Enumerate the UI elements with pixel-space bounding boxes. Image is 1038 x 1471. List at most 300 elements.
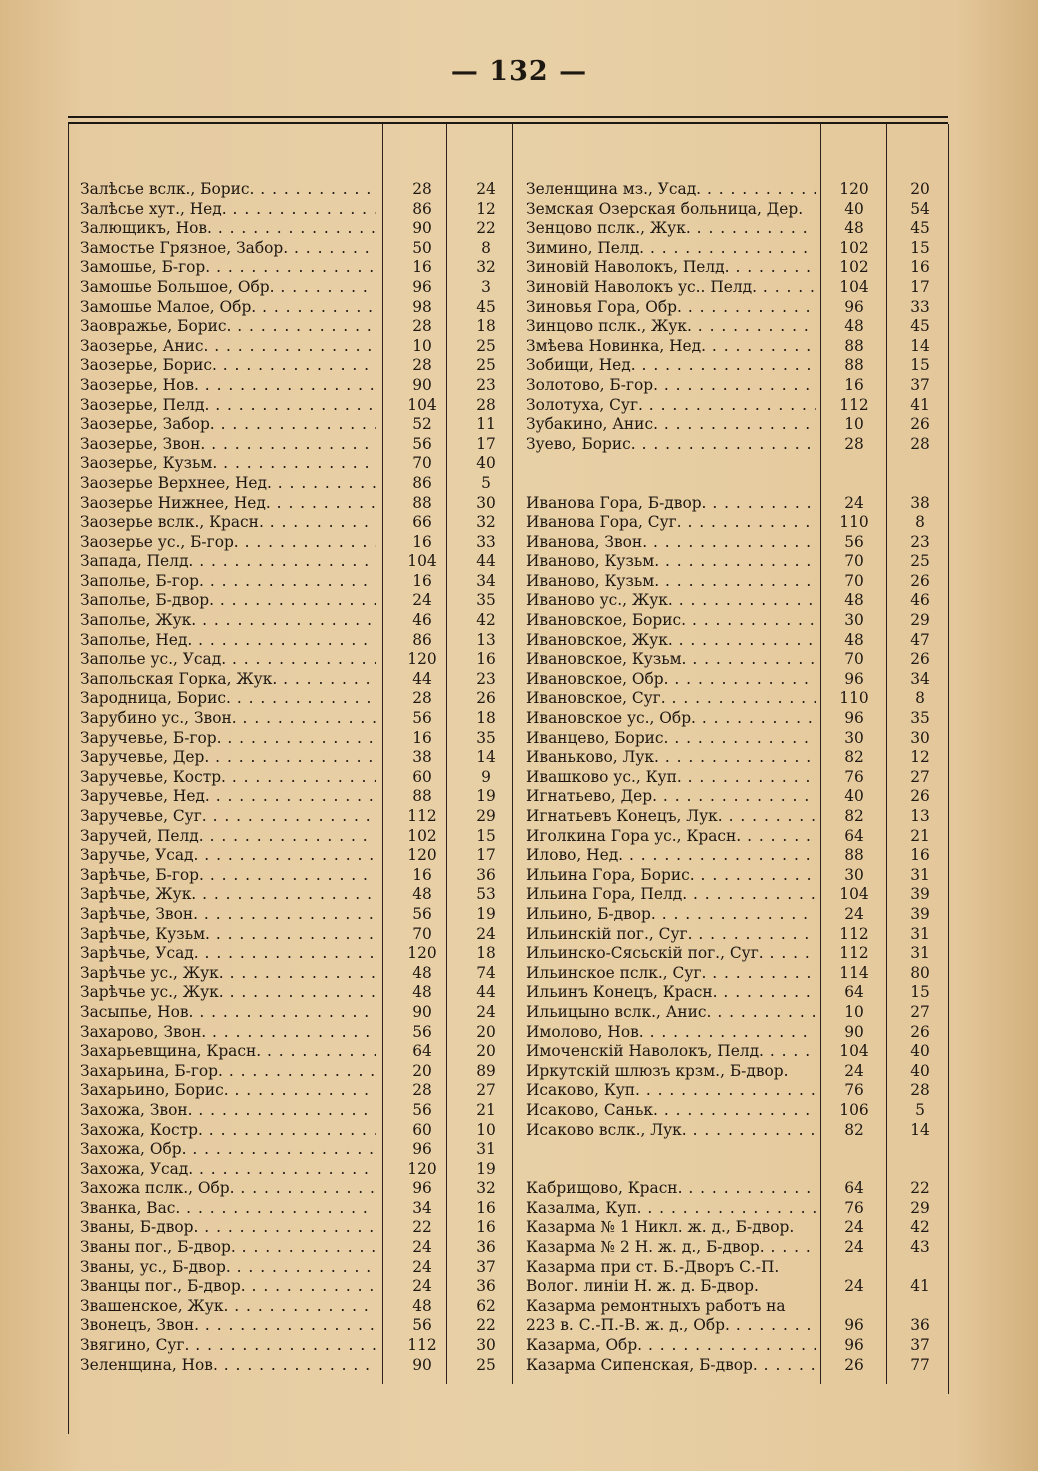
index-entry: [80, 552, 510, 572]
index-entry: [526, 1258, 946, 1278]
index-entry: [526, 317, 946, 337]
place-name: Засыпье, Нов. . . .: [80, 1003, 376, 1023]
index-entry: [80, 591, 510, 611]
entry-number: 80: [910, 963, 930, 982]
place-name: Зарѣчье ус., Жук. . . .: [80, 983, 376, 1003]
index-entry: [526, 689, 946, 709]
place-name: Захожа, Костр. . . .: [80, 1121, 376, 1141]
map-sheet-number: 70: [844, 552, 864, 571]
place-name: Иванова, Звон. . . .: [526, 533, 816, 553]
place-name: Ивановское, Борис. . . .: [526, 611, 816, 631]
index-entry: [80, 494, 510, 514]
place-name: Ивашково ус., Куп. . . .: [526, 768, 816, 788]
place-name: Казалма, Куп. . . .: [526, 1199, 816, 1219]
map-sheet-number: 106: [839, 1100, 869, 1119]
map-sheet-number: 120: [407, 846, 437, 865]
map-sheet-number: 24: [844, 1238, 864, 1257]
map-sheet-number: 24: [844, 904, 864, 923]
index-entry: [526, 396, 946, 416]
map-sheet-number: 88: [844, 336, 864, 355]
index-entry: [526, 611, 946, 631]
place-name: Иванова Гора, Б-двор. . . .: [526, 494, 816, 514]
entry-number: 9: [481, 767, 491, 786]
map-sheet-number: 20: [412, 1061, 432, 1080]
map-sheet-number: 90: [412, 1002, 432, 1021]
map-sheet-number: 64: [844, 983, 864, 1002]
index-entry: [526, 670, 946, 690]
map-sheet-number: 82: [844, 748, 864, 767]
entry-number: 23: [476, 375, 496, 394]
index-entry: [526, 1356, 946, 1376]
place-name: Казарма № 1 Никл. ж. д., Б-двор.: [526, 1218, 795, 1237]
map-sheet-number: 96: [844, 669, 864, 688]
place-name: Зародница, Борис. . . .: [80, 689, 376, 709]
map-sheet-number: 120: [839, 180, 869, 198]
place-name: Заозерье, Анис. . . .: [80, 337, 376, 357]
map-sheet-number: 30: [844, 865, 864, 884]
place-name: Захарьино, Борис. . . .: [80, 1081, 376, 1101]
map-sheet-number: 96: [412, 1179, 432, 1198]
map-sheet-number: 86: [412, 473, 432, 492]
index-entry: [80, 1258, 510, 1278]
index-entry: [80, 533, 510, 553]
place-name: Замостье Грязное, Забор. . . .: [80, 239, 376, 259]
entry-number: 29: [910, 1198, 930, 1217]
entry-number: 3: [481, 277, 491, 296]
map-sheet-number: 104: [839, 277, 869, 296]
entry-number: 39: [910, 885, 930, 904]
map-sheet-number: 22: [412, 1218, 432, 1237]
index-entry: [526, 1023, 946, 1043]
place-name: Игнатьево, Дер. . . .: [526, 787, 816, 807]
map-sheet-number: 90: [844, 1022, 864, 1041]
entry-number: 35: [476, 591, 496, 610]
entry-number: 36: [476, 865, 496, 884]
entry-number: 19: [476, 787, 496, 806]
index-entry: [80, 670, 510, 690]
place-name: Ильино, Б-двор. . . .: [526, 905, 816, 925]
entry-number: 25: [476, 336, 496, 355]
map-sheet-number: 82: [844, 1120, 864, 1139]
entry-number: 16: [476, 1218, 496, 1237]
place-name: Кабрищово, Красн. . . .: [526, 1179, 816, 1199]
index-entry: [80, 1023, 510, 1043]
map-sheet-number: 56: [412, 434, 432, 453]
place-name: Зарубино ус., Звон. . . .: [80, 709, 376, 729]
index-entry: [80, 689, 510, 709]
map-sheet-number: 120: [407, 944, 437, 963]
entry-number: 34: [910, 669, 930, 688]
entry-number: 39: [910, 904, 930, 923]
map-sheet-number: 112: [839, 944, 869, 963]
entry-number: 12: [910, 748, 930, 767]
map-sheet-number: 56: [412, 904, 432, 923]
place-name: Зуево, Борис. . . .: [526, 435, 816, 455]
entry-number: 24: [476, 180, 496, 198]
place-name: Зимино, Пелд. . . .: [526, 239, 816, 259]
map-sheet-number: 50: [412, 238, 432, 257]
place-name: Заозерье, Нов. . . .: [80, 376, 376, 396]
map-sheet-number: 56: [412, 1022, 432, 1041]
place-name: Зиновій Наволокъ, Пелд. . . .: [526, 258, 816, 278]
map-sheet-number: 110: [839, 689, 869, 708]
place-name: Залѣсье вслк., Борис. . . .: [80, 180, 376, 200]
entry-number: 38: [910, 493, 930, 512]
entry-number: 10: [476, 1120, 496, 1139]
entry-number: 16: [910, 258, 930, 277]
map-sheet-number: 44: [412, 669, 432, 688]
place-name: Званцы пог., Б-двор. . . .: [80, 1277, 376, 1297]
index-entry: [80, 415, 510, 435]
entry-number: 24: [476, 1002, 496, 1021]
entry-number: 53: [476, 885, 496, 904]
index-entry: [526, 591, 946, 611]
map-sheet-number: 24: [412, 591, 432, 610]
place-name: Захарово, Звон. . . .: [80, 1023, 376, 1043]
entry-number: 19: [476, 1159, 496, 1178]
entry-number: 23: [910, 532, 930, 551]
place-name: Иваново, Кузьм. . . .: [526, 572, 816, 592]
place-name: Заовражье, Борис. . . .: [80, 317, 376, 337]
index-entry: [80, 866, 510, 886]
entry-number: 43: [910, 1238, 930, 1257]
entry-number: 15: [476, 826, 496, 845]
place-name: Иваново, Кузьм. . . .: [526, 552, 816, 572]
index-entry: [526, 1277, 946, 1297]
map-sheet-number: 120: [407, 650, 437, 669]
index-entry: [526, 239, 946, 259]
entry-number: 40: [910, 1042, 930, 1061]
index-entry: [526, 631, 946, 651]
index-entry: [526, 1336, 946, 1356]
index-entry: [526, 885, 946, 905]
place-name: Иваньково, Лук. . . .: [526, 748, 816, 768]
index-entry: [526, 1238, 946, 1258]
entry-number: 17: [476, 434, 496, 453]
place-name: Казарма № 2 Н. ж. д., Б-двор. . . .: [526, 1238, 816, 1258]
index-entry: [526, 356, 946, 376]
place-name: Заозерье ус., Б-гор. . . .: [80, 533, 376, 553]
map-sheet-number: 70: [412, 454, 432, 473]
place-name: Казарма при ст. Б.-Дворъ С.-П.: [526, 1257, 780, 1276]
map-sheet-number: 16: [412, 865, 432, 884]
index-entry: [526, 1062, 946, 1082]
index-entry: [80, 846, 510, 866]
place-name: Змѣева Новинка, Нед. . . .: [526, 337, 816, 357]
map-sheet-number: 96: [412, 1140, 432, 1159]
place-name: Захарьина, Б-гор. . . .: [80, 1062, 376, 1082]
place-name: Заозерье, Борис. . . .: [80, 356, 376, 376]
place-name: Заручье, Усад. . . .: [80, 846, 376, 866]
entry-number: 45: [910, 317, 930, 336]
entry-number: 21: [476, 1100, 496, 1119]
index-entry: [526, 180, 946, 200]
index-entry: [80, 239, 510, 259]
index-entry: [526, 337, 946, 357]
place-name: Заозерье, Забор. . . .: [80, 415, 376, 435]
entry-number: 20: [910, 180, 930, 198]
map-sheet-number: 88: [844, 356, 864, 375]
entry-number: 41: [910, 395, 930, 414]
index-entry: [80, 258, 510, 278]
place-name: Залѣсье хут., Нед. . . .: [80, 200, 376, 220]
place-name: Замошье Большое, Обр. . . .: [80, 278, 376, 298]
entry-number: 22: [476, 219, 496, 238]
place-name: Иркутскій шлюзъ крзм., Б-двор.: [526, 1061, 789, 1080]
index-entry: [526, 1081, 946, 1101]
map-sheet-number: 28: [412, 317, 432, 336]
index-entry: [80, 925, 510, 945]
index-entry: [80, 572, 510, 592]
index-entry: [80, 317, 510, 337]
index-entry: [80, 807, 510, 827]
map-sheet-number: 10: [844, 1002, 864, 1021]
index-entry: [526, 905, 946, 925]
map-sheet-number: 16: [844, 375, 864, 394]
place-name: Зиновья Гора, Обр. . . .: [526, 298, 816, 318]
entry-number: 26: [910, 415, 930, 434]
entry-number: 35: [476, 728, 496, 747]
entry-number: 27: [910, 767, 930, 786]
index-entry: [80, 1277, 510, 1297]
index-entry: [526, 415, 946, 435]
map-sheet-number: 70: [412, 924, 432, 943]
entry-number: 8: [915, 689, 925, 708]
place-name: Захожа, Обр. . . .: [80, 1140, 376, 1160]
index-entry: [80, 1003, 510, 1023]
place-name: Замошье Малое, Обр. . . .: [80, 298, 376, 318]
entry-number: 37: [910, 375, 930, 394]
place-name: Заручевье, Костр. . . .: [80, 768, 376, 788]
map-sheet-number: 64: [844, 1179, 864, 1198]
map-sheet-number: 112: [839, 924, 869, 943]
map-sheet-number: 48: [412, 963, 432, 982]
entry-number: 44: [476, 552, 496, 571]
entry-number: 16: [476, 1198, 496, 1217]
index-entry: [80, 964, 510, 984]
place-name: Ильина Гора, Пелд. . . .: [526, 885, 816, 905]
place-name: Заозерье вслк., Красн. . . .: [80, 513, 376, 533]
blank-row: [526, 474, 946, 494]
place-name: Игнатьевъ Конецъ, Лук. . . .: [526, 807, 816, 827]
index-entry: [80, 396, 510, 416]
index-entry: [80, 1160, 510, 1180]
index-entry: [80, 337, 510, 357]
index-entry: [80, 1199, 510, 1219]
entry-number: 13: [910, 807, 930, 825]
entry-number: 18: [476, 944, 496, 963]
index-entry: [526, 807, 946, 827]
index-entry: [80, 219, 510, 239]
index-entry: [526, 925, 946, 945]
place-name: Званка, Вас. . . .: [80, 1199, 376, 1219]
map-sheet-number: 48: [844, 591, 864, 610]
place-name: Золотово, Б-гор. . . .: [526, 376, 816, 396]
index-entry: [80, 1081, 510, 1101]
map-sheet-number: 30: [844, 611, 864, 630]
place-name: Заозерье, Кузьм. . . .: [80, 454, 376, 474]
map-sheet-number: 96: [412, 277, 432, 296]
place-name: Заполье, Б-гор. . . .: [80, 572, 376, 592]
index-entry: [526, 944, 946, 964]
place-name: Исаково, Саньк. . . .: [526, 1101, 816, 1121]
entry-number: 15: [910, 356, 930, 375]
entry-number: 33: [910, 297, 930, 316]
index-entry: [80, 1238, 510, 1258]
place-name: Зарѣчье, Жук. . . .: [80, 885, 376, 905]
map-sheet-number: 112: [407, 1336, 437, 1355]
map-sheet-number: 120: [407, 1159, 437, 1178]
map-sheet-number: 104: [839, 1042, 869, 1061]
entry-number: 89: [476, 1061, 496, 1080]
index-entry: [80, 1121, 510, 1141]
map-sheet-number: 102: [407, 826, 437, 845]
index-entry: [80, 885, 510, 905]
entry-number: 26: [910, 571, 930, 590]
place-name: Ивановское, Жук. . . .: [526, 631, 816, 651]
map-sheet-number: 48: [412, 1296, 432, 1315]
entry-number: 26: [476, 689, 496, 708]
index-entry: [80, 1356, 510, 1376]
place-name: Заручевье, Суг. . . .: [80, 807, 376, 827]
place-name: Имолово, Нов. . . .: [526, 1023, 816, 1043]
index-entry: [526, 787, 946, 807]
index-entry: [80, 631, 510, 651]
place-name: Захожа, Звон. . . .: [80, 1101, 376, 1121]
index-entry: [80, 298, 510, 318]
map-sheet-number: 70: [844, 571, 864, 590]
entry-number: 8: [915, 513, 925, 532]
index-entry: [80, 454, 510, 474]
entry-number: 45: [910, 219, 930, 238]
map-sheet-number: 90: [412, 219, 432, 238]
right-index-column: [526, 180, 946, 1375]
index-entry: [80, 1297, 510, 1317]
map-sheet-number: 112: [407, 807, 437, 825]
header-rule: [68, 116, 948, 118]
index-entry: [526, 650, 946, 670]
entry-number: 28: [910, 434, 930, 453]
place-name: Запада, Пелд. . . .: [80, 552, 376, 572]
place-name: Исаково вслк., Лук. . . .: [526, 1121, 816, 1141]
map-sheet-number: 16: [412, 571, 432, 590]
map-sheet-number: 56: [412, 709, 432, 728]
place-name: Захожа, Усад. . . .: [80, 1160, 376, 1180]
place-name: Залющикъ, Нов. . . .: [80, 219, 376, 239]
map-sheet-number: 86: [412, 199, 432, 218]
place-name: Зарѣчье, Кузьм. . . .: [80, 925, 376, 945]
entry-number: 14: [910, 1120, 930, 1139]
place-name: Ивановское, Обр. . . .: [526, 670, 816, 690]
index-entry: [526, 376, 946, 396]
place-name: Замошье, Б-гор. . . .: [80, 258, 376, 278]
map-sheet-number: 52: [412, 415, 432, 434]
entry-number: 15: [910, 238, 930, 257]
place-name: Зарѣчье ус., Жук. . . .: [80, 964, 376, 984]
place-name: Заполье, Жук. . . .: [80, 611, 376, 631]
entry-number: 28: [910, 1081, 930, 1100]
place-name: Ивановское ус., Обр. . . .: [526, 709, 816, 729]
place-name: Ильицыно вслк., Анис. . . .: [526, 1003, 816, 1023]
index-entry: [526, 1121, 946, 1141]
entry-number: 36: [476, 1277, 496, 1296]
map-sheet-number: 40: [844, 787, 864, 806]
place-name: Заручевье, Нед. . . .: [80, 787, 376, 807]
map-sheet-number: 110: [839, 513, 869, 532]
index-entry: [80, 611, 510, 631]
map-sheet-number: 28: [412, 356, 432, 375]
map-sheet-number: 96: [844, 709, 864, 728]
place-name: Ильинско-Сясьскій пог., Суг. . . .: [526, 944, 816, 964]
page-number: — 132 —: [450, 56, 588, 87]
entry-number: 29: [476, 807, 496, 825]
index-entry: [80, 1062, 510, 1082]
index-entry: [526, 1003, 946, 1023]
map-sheet-number: 102: [839, 258, 869, 277]
entry-number: 22: [910, 1179, 930, 1198]
place-name: Звягино, Суг. . . .: [80, 1336, 376, 1356]
index-entry: [526, 1218, 946, 1238]
entry-number: 32: [476, 513, 496, 532]
map-sheet-number: 104: [407, 395, 437, 414]
map-sheet-number: 76: [844, 1081, 864, 1100]
map-sheet-number: 76: [844, 767, 864, 786]
place-name: Зобищи, Нед. . . .: [526, 356, 816, 376]
entry-number: 35: [910, 709, 930, 728]
entry-number: 40: [910, 1061, 930, 1080]
entry-number: 25: [476, 356, 496, 375]
index-entry: [80, 435, 510, 455]
map-sheet-number: 64: [844, 826, 864, 845]
index-entry: [526, 729, 946, 749]
place-name: 223 в. С.-П.-В. ж. д., Обр. . . .: [526, 1316, 816, 1336]
map-sheet-number: 96: [844, 1316, 864, 1335]
entry-number: 36: [910, 1316, 930, 1335]
entry-number: 27: [910, 1002, 930, 1021]
map-sheet-number: 38: [412, 748, 432, 767]
place-name: Иваново ус., Жук. . . .: [526, 591, 816, 611]
entry-number: 17: [910, 277, 930, 296]
place-name: Заозерье, Звон. . . .: [80, 435, 376, 455]
index-entry: [526, 435, 946, 455]
map-sheet-number: 28: [412, 689, 432, 708]
index-entry: [80, 650, 510, 670]
entry-number: 32: [476, 258, 496, 277]
entry-number: 5: [915, 1100, 925, 1119]
map-sheet-number: 104: [839, 885, 869, 904]
index-entry: [526, 709, 946, 729]
column-divider: [68, 124, 69, 1434]
index-entry: [80, 944, 510, 964]
place-name: Зарѣчье, Усад. . . .: [80, 944, 376, 964]
map-sheet-number: 28: [412, 180, 432, 198]
index-entry: [80, 474, 510, 494]
place-name: Золотуха, Суг. . . .: [526, 396, 816, 416]
index-entry: [80, 1101, 510, 1121]
map-sheet-number: 28: [844, 434, 864, 453]
entry-number: 31: [476, 1140, 496, 1159]
entry-number: 42: [476, 611, 496, 630]
map-sheet-number: 46: [412, 611, 432, 630]
map-sheet-number: 40: [844, 199, 864, 218]
entry-number: 27: [476, 1081, 496, 1100]
entry-number: 29: [910, 611, 930, 630]
index-entry: [80, 983, 510, 1003]
map-sheet-number: 64: [412, 1042, 432, 1061]
place-name: Заозерье Нижнее, Нед. . . .: [80, 494, 376, 514]
place-name: Зинцово пслк., Жук. . . .: [526, 317, 816, 337]
entry-number: 8: [481, 238, 491, 257]
